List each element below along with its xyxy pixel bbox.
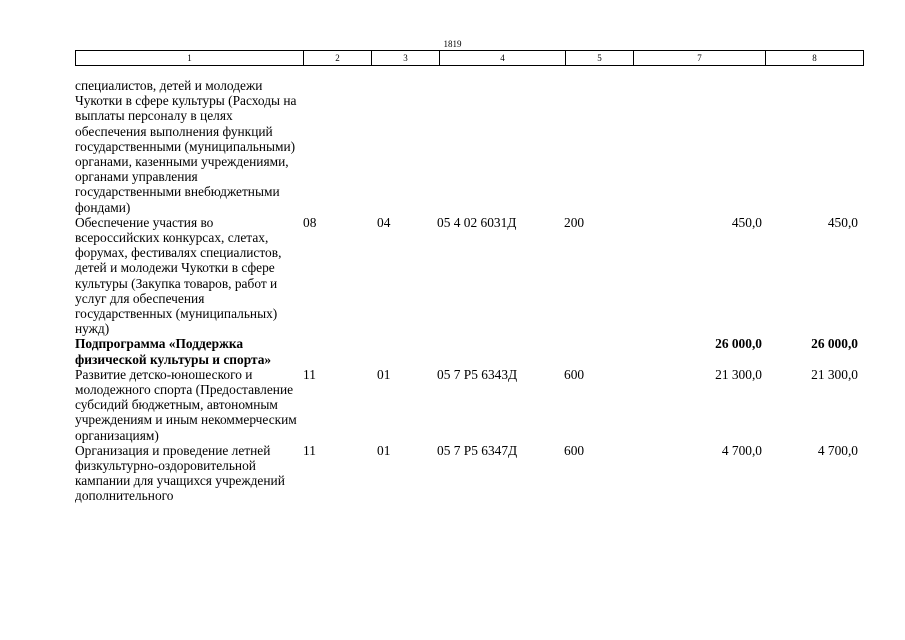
- row-csr: 05 4 02 6031Д: [437, 214, 517, 230]
- row-csr: 05 7 Р5 6347Д: [437, 442, 518, 458]
- row-csr: 05 7 Р5 6343Д: [437, 366, 518, 382]
- row-rz: 11: [303, 442, 316, 458]
- row-name: Развитие детско-юношеского и молодежного спорта (Предоставление субсидий бюджетным, автономным учреждениям и иным некоммерческим организациям): [75, 366, 297, 443]
- row-rz: [303, 336, 377, 366]
- column-header-table: [75, 50, 864, 66]
- column-header-row: [76, 51, 864, 66]
- column-header-1: 1: [76, 51, 304, 66]
- row-sum2: 450,0: [827, 214, 858, 230]
- page-number: 1819: [443, 39, 462, 49]
- row-sum1: 4 700,0: [721, 442, 762, 458]
- row-csr: [437, 78, 564, 215]
- row-vr: 200: [564, 214, 585, 230]
- column-header-4: 4: [440, 51, 566, 66]
- column-header-7: 7: [634, 51, 766, 66]
- row-sum2: 4 700,0: [817, 442, 858, 458]
- row-rz: [303, 78, 377, 215]
- row-name: Обеспечение участия во всероссийских конкурсах, слетах, форумах, фестивалях специалистов, детей и молодежи Чукотки в сфере культуры (Закупка товаров, работ и услуг для обеспечения государственных (муниципальных) нужд): [75, 214, 282, 337]
- row-name: Подпрограмма «Поддержка физической культуры и спорта»: [75, 336, 272, 367]
- row-name: Организация и проведение летней физкультурно-оздоровительной кампании для учащихся учреждений дополнительного: [75, 442, 285, 504]
- row-pr: 01: [377, 366, 391, 382]
- row-rz: 08: [303, 214, 317, 230]
- table-row-subprogram: [75, 336, 863, 366]
- row-vr: 600: [564, 366, 585, 382]
- row-pr: [377, 336, 437, 366]
- row-sum2: 21 300,0: [811, 366, 858, 382]
- column-header-3: 3: [372, 51, 440, 66]
- row-name: специалистов, детей и молодежи Чукотки в сфере культуры (Расходы на выплаты персоналу в целях обеспечения выполнения функций государственными (муниципальными) органами, казенными учреждениями, органами управления государственными внебюджетными фондами): [75, 78, 297, 215]
- table-row: [75, 443, 863, 504]
- column-header-2: 2: [304, 51, 372, 66]
- table-row: [75, 78, 863, 215]
- row-sum1: 21 300,0: [715, 366, 762, 382]
- row-pr: 01: [377, 442, 391, 458]
- row-sum2: 26 000,0: [811, 336, 858, 352]
- row-pr: [377, 78, 437, 215]
- row-vr: 600: [564, 442, 585, 458]
- row-csr: [437, 336, 564, 366]
- budget-table-body: [75, 78, 863, 504]
- row-sum2: [762, 78, 858, 215]
- table-row: [75, 215, 863, 337]
- row-pr: 04: [377, 214, 391, 230]
- row-vr: [564, 336, 634, 366]
- table-row: [75, 367, 863, 443]
- column-header-5: 5: [566, 51, 634, 66]
- row-sum1: [634, 78, 762, 215]
- row-rz: 11: [303, 366, 316, 382]
- row-vr: [564, 78, 634, 215]
- row-sum1: 450,0: [731, 214, 762, 230]
- column-header-8: 8: [766, 51, 864, 66]
- row-sum1: 26 000,0: [715, 336, 762, 352]
